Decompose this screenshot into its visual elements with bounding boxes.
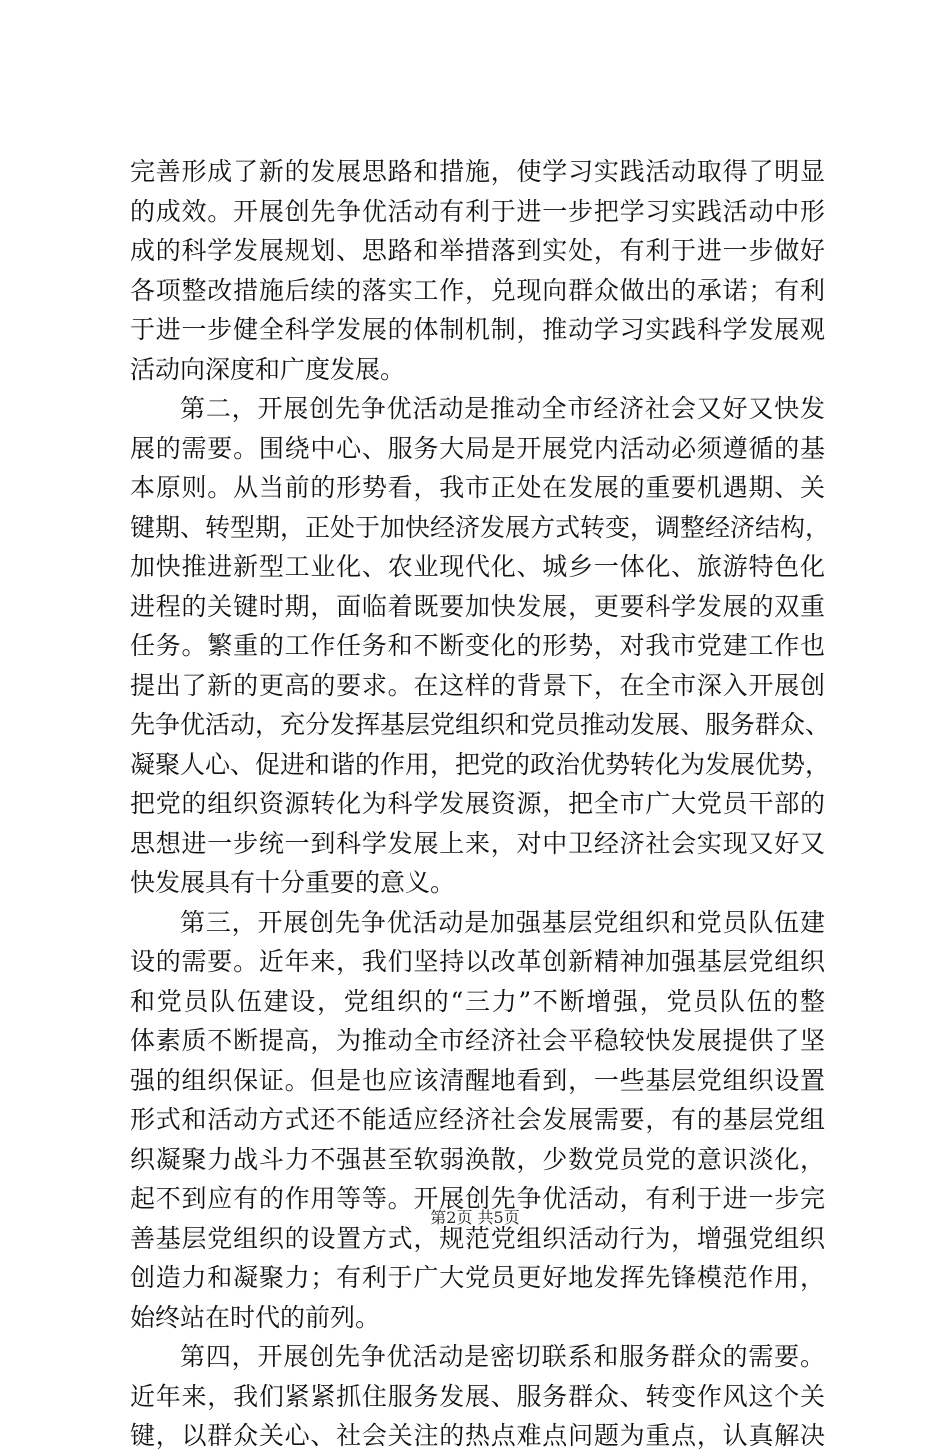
paragraph-start-line: 第二，开展创先争优活动是推动全市经济社会又好又快发 — [180, 394, 825, 423]
text-line: 加快推进新型工业化、农业现代化、城乡一体化、旅游特色化 — [130, 552, 825, 581]
text-line: 本原则。从当前的形势看，我市正处在发展的重要机遇期、关 — [130, 473, 825, 502]
text-line: 于进一步健全科学发展的体制机制，推动学习实践科学发展观 — [130, 315, 825, 344]
text-line: 创造力和凝聚力；有利于广大党员更好地发挥先锋模范作用， — [130, 1263, 825, 1292]
text-line: 键，以群众关心、社会关注的热点难点问题为重点，认真解决 — [130, 1421, 825, 1450]
text-line: 展的需要。围绕中心、服务大局是开展党内活动必须遵循的基 — [130, 433, 825, 463]
text-line: 各项整改措施后续的落实工作，兑现向群众做出的承诺；有利 — [130, 275, 825, 305]
text-line: 形式和活动方式还不能适应经济社会发展需要，有的基层党组 — [130, 1105, 825, 1134]
text-line: 始终站在时代的前列。 — [130, 1302, 381, 1332]
text-line: 近年来，我们紧紧抓住服务发展、服务群众、转变作风这个关 — [130, 1381, 825, 1411]
text-line: 凝聚人心、促进和谐的作用，把党的政治优势转化为发展优势， — [130, 749, 831, 779]
page-number-footer: 第2页 共5页 — [430, 1208, 520, 1227]
text-line: 完善形成了新的发展思路和措施，使学习实践活动取得了明显 — [130, 157, 825, 186]
text-line: 成的科学发展规划、思路和举措落到实处，有利于进一步做好 — [130, 236, 825, 265]
text-line: 任务。繁重的工作任务和不断变化的形势，对我市党建工作也 — [130, 631, 825, 660]
text-line: 思想进一步统一到科学发展上来，对中卫经济社会实现又好又 — [130, 828, 825, 858]
text-line: 的成效。开展创先争优活动有利于进一步把学习实践活动中形 — [130, 196, 825, 226]
text-line: 提出了新的更高的要求。在这样的背景下，在全市深入开展创 — [130, 670, 825, 700]
paragraph-start-line: 第四，开展创先争优活动是密切联系和服务群众的需要。 — [180, 1342, 825, 1371]
text-line: 键期、转型期，正处于加快经济发展方式转变，调整经济结构， — [130, 512, 831, 542]
text-line: 织凝聚力战斗力不强甚至软弱涣散，少数党员党的意识淡化， — [130, 1144, 825, 1174]
text-line: 把党的组织资源转化为科学发展资源，把全市广大党员干部的 — [130, 789, 825, 818]
text-line: 先争优活动，充分发挥基层党组织和党员推动发展、服务群众、 — [130, 710, 831, 739]
text-line: 体素质不断提高，为推动全市经济社会平稳较快发展提供了坚 — [130, 1026, 825, 1055]
text-line: 起不到应有的作用等等。开展创先争优活动，有利于进一步完 — [130, 1184, 825, 1213]
text-line: 设的需要。近年来，我们坚持以改革创新精神加强基层党组织 — [130, 947, 825, 976]
text-line: 善基层党组织的设置方式，规范党组织活动行为，增强党组织 — [130, 1223, 825, 1253]
text-line: 和党员队伍建设，党组织的“三力”不断增强，党员队伍的整 — [130, 986, 825, 1016]
text-line: 活动向深度和广度发展。 — [130, 354, 406, 384]
document-body — [130, 152, 831, 1456]
text-line: 强的组织保证。但是也应该清醒地看到，一些基层党组织设置 — [130, 1065, 825, 1095]
text-line: 快发展具有十分重要的意义。 — [130, 868, 456, 897]
paragraph-start-line: 第三，开展创先争优活动是加强基层党组织和党员队伍建 — [180, 907, 825, 937]
text-line: 进程的关键时期，面临着既要加快发展，更要科学发展的双重 — [130, 591, 825, 621]
